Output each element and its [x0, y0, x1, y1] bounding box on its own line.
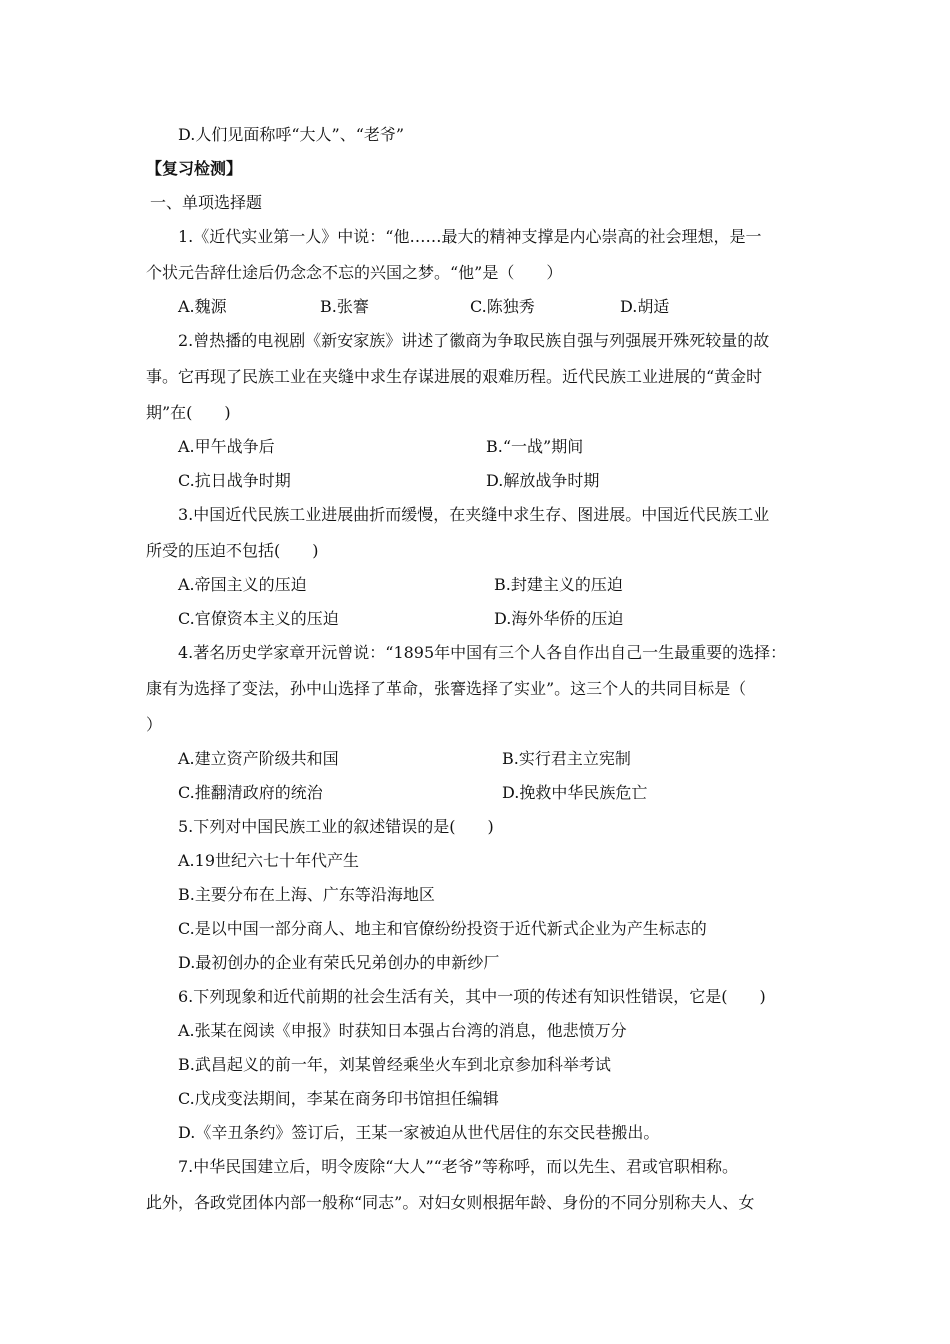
q2-option-a: A.甲午战争后 [178, 437, 275, 456]
q5-stem: 5.下列对中国民族工业的叙述错误的是( ) [178, 817, 494, 836]
q2-option-b: B.“一战”期间 [486, 437, 584, 456]
q2-stem-line-3: 期”在( ) [146, 403, 231, 422]
q6-option-b: B.武昌起义的前一年，刘某曾经乘坐火车到北京参加科举考试 [178, 1055, 611, 1074]
q2-stem-line-1: 2.曾热播的电视剧《新安家族》讲述了徽商为争取民族自强与列强展开殊死较量的故 [178, 331, 770, 350]
q6-stem: 6.下列现象和近代前期的社会生活有关，其中一项的传述有知识性错误，它是( ) [178, 987, 766, 1006]
q2-option-c: C.抗日战争时期 [178, 471, 291, 490]
q3-stem-line-1: 3.中国近代民族工业进展曲折而缓慢，在夹缝中求生存、图进展。中国近代民族工业 [178, 505, 770, 524]
q4-stem-line-1: 4.著名历史学家章开沅曾说：“1895年中国有三个人各自作出自己一生最重要的选择： [178, 643, 787, 662]
q1-option-d: D.胡适 [620, 297, 670, 316]
q4-option-a: A.建立资产阶级共和国 [178, 749, 339, 768]
q3-stem-line-2: 所受的压迫不包括( ) [146, 541, 319, 560]
q4-option-c: C.推翻清政府的统治 [178, 783, 323, 802]
q2-stem-line-2: 事。它再现了民族工业在夹缝中求生存谋进展的艰难历程。近代民族工业进展的“黄金时 [146, 367, 763, 386]
subsection-title: 一、单项选择题 [150, 193, 263, 212]
q1-stem-line-2: 个状元告辞仕途后仍念念不忘的兴国之梦。“他”是（ ） [146, 263, 563, 282]
q7-stem-line-2: 此外，各政党团体内部一般称“同志”。对妇女则根据年龄、身份的不同分别称夫人、女 [146, 1193, 755, 1212]
q3-option-a: A.帝国主义的压迫 [178, 575, 307, 594]
q3-option-d: D.海外华侨的压迫 [494, 609, 624, 628]
q5-option-d: D.最初创办的企业有荣氏兄弟创办的申新纱厂 [178, 953, 500, 972]
q3-option-c: C.官僚资本主义的压迫 [178, 609, 339, 628]
q4-option-b: B.实行君主立宪制 [502, 749, 631, 768]
q3-option-b: B.封建主义的压迫 [494, 575, 623, 594]
q5-option-c: C.是以中国一部分商人、地主和官僚纷纷投资于近代新式企业为产生标志的 [178, 919, 707, 938]
q6-option-c: C.戊戌变法期间，李某在商务印书馆担任编辑 [178, 1089, 499, 1108]
q4-option-d: D.挽救中华民族危亡 [502, 783, 648, 802]
q7-stem-line-1: 7.中华民国建立后，明令废除“大人”“老爷”等称呼，而以先生、君或官职相称。 [178, 1157, 738, 1176]
q6-option-a: A.张某在阅读《申报》时获知日本强占台湾的消息，他悲愤万分 [178, 1021, 627, 1040]
previous-question-option-d: D.人们见面称呼“大人”、“老爷” [178, 125, 405, 144]
section-title: 【复习检测】 [146, 159, 243, 178]
q1-option-a: A.魏源 [178, 297, 227, 316]
q1-option-c: C.陈独秀 [470, 297, 535, 316]
q1-stem-line-1: 1.《近代实业第一人》中说：“他……最大的精神支撑是内心崇高的社会理想，是一 [178, 227, 762, 246]
q1-option-b: B.张謇 [320, 297, 369, 316]
q4-stem-line-3: ） [146, 715, 163, 734]
q6-option-d: D.《辛丑条约》签订后，王某一家被迫从世代居住的东交民巷搬出。 [178, 1123, 660, 1142]
q4-stem-line-2: 康有为选择了变法，孙中山选择了革命，张謇选择了实业”。这三个人的共同目标是（ [146, 679, 747, 698]
q5-option-a: A.19世纪六七十年代产生 [178, 851, 360, 870]
q2-option-d: D.解放战争时期 [486, 471, 600, 490]
q5-option-b: B.主要分布在上海、广东等沿海地区 [178, 885, 435, 904]
